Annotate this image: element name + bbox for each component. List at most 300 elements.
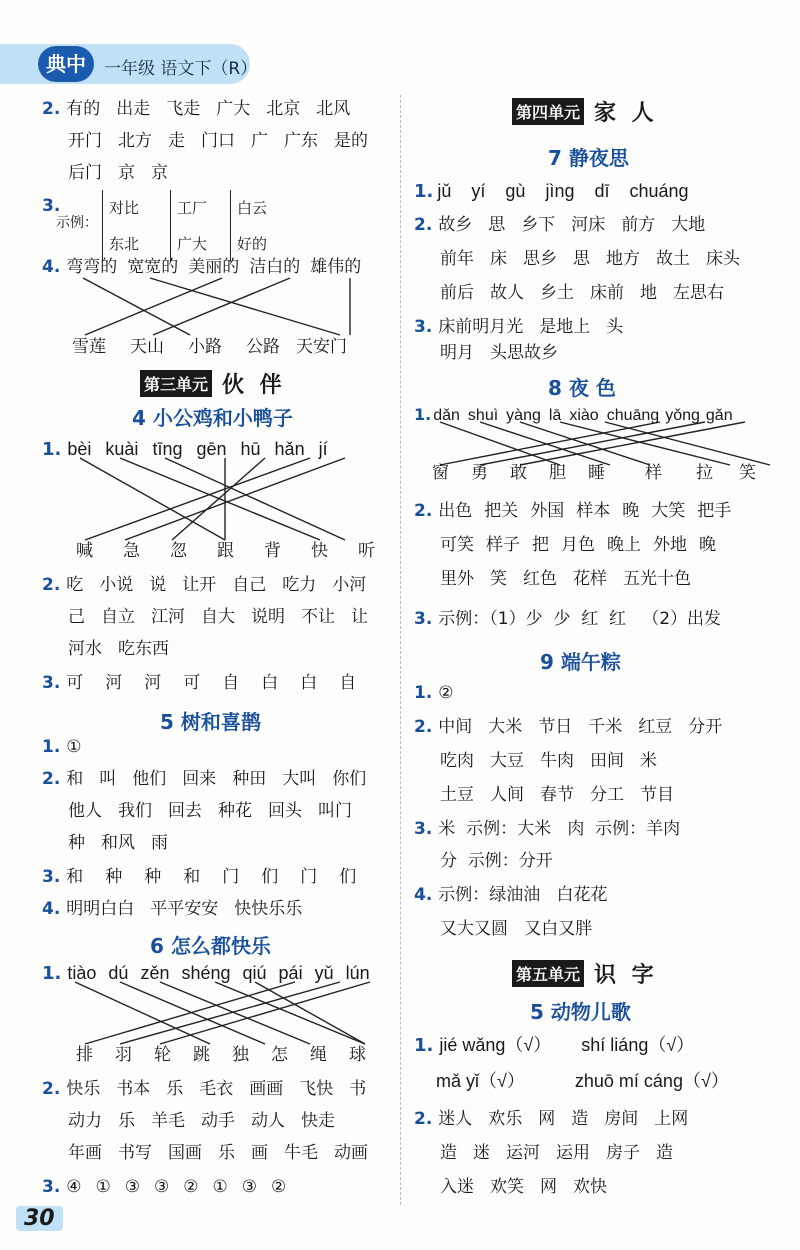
- hanzi: 敢: [510, 463, 527, 483]
- l8-q3-row: [414, 608, 737, 630]
- match-line: [215, 982, 365, 1044]
- question-number: 1.: [414, 181, 434, 202]
- pinyin: hǎn: [274, 439, 305, 459]
- answer-item: 后门: [68, 163, 102, 183]
- hanzi: 拉: [696, 463, 713, 483]
- answer-item: jié wǎng（√）: [439, 1035, 552, 1055]
- hanzi: 跳: [193, 1045, 210, 1065]
- answer-item: 自: [222, 673, 240, 693]
- pinyin: shuì: [467, 407, 499, 424]
- q2-row: [42, 98, 366, 120]
- unit-title: 家 人: [594, 101, 658, 126]
- answer-item: 回来: [182, 769, 217, 789]
- answer-item: 造: [571, 1109, 589, 1129]
- answer-item: 种: [68, 833, 85, 853]
- answer-item: 前后: [440, 283, 474, 303]
- answer-item: 乐: [166, 1079, 184, 1099]
- match-line: [85, 458, 310, 540]
- bracket-item: 广大: [177, 235, 208, 253]
- answer-item: 自: [339, 673, 357, 693]
- question-number: 2.: [414, 717, 433, 737]
- answer-item: 叫: [99, 769, 117, 789]
- answer-item: 书写: [118, 1143, 152, 1163]
- answer-item: 吃肉: [440, 751, 474, 771]
- lesson-title: 7 静夜思: [548, 146, 629, 170]
- l9-q3-row: [414, 818, 696, 840]
- answer-item: 快走: [301, 1111, 335, 1131]
- answer-item: 晚: [699, 535, 716, 555]
- answer-item: 田间: [590, 751, 624, 771]
- l9-q1-row: [414, 682, 470, 704]
- answer-item: 他们: [132, 769, 167, 789]
- answer-item: 种: [144, 867, 162, 887]
- answer-item: 羊毛: [151, 1111, 185, 1131]
- answer-item: 可笑: [440, 535, 474, 555]
- answer-item: 笑: [490, 569, 507, 589]
- answer-item: 把关: [484, 501, 519, 521]
- answer-item: 明明白白: [66, 899, 135, 919]
- answer-item: 乐: [118, 1111, 135, 1131]
- question-number: 2.: [42, 769, 61, 789]
- match-line: [160, 982, 310, 1044]
- hanzi: 勇: [471, 463, 488, 483]
- answer-item: 门: [222, 867, 240, 887]
- lesson-title: 5 动物儿歌: [530, 1000, 631, 1024]
- q2-row: [68, 162, 184, 184]
- match-word: 美丽的: [188, 257, 240, 277]
- answer-item: 我们: [118, 801, 152, 821]
- l7-q3-row: [414, 316, 639, 338]
- answer-item: 明月: [440, 343, 474, 363]
- answer-item: 让: [351, 607, 368, 627]
- pinyin-row: [42, 962, 386, 985]
- pinyin: yǒng: [665, 407, 700, 424]
- question-number: 3.: [42, 1177, 61, 1197]
- answer-item: 床前: [590, 283, 624, 303]
- answer-item: 门: [300, 867, 318, 887]
- match-line: [153, 278, 290, 335]
- answer-item: shí liáng（√）: [581, 1035, 695, 1055]
- l9-q4-row: [414, 884, 624, 906]
- answer-item: 地: [640, 283, 657, 303]
- answer-item: 分开: [688, 717, 723, 737]
- answer-item: 快快乐乐: [234, 899, 303, 919]
- question-number: 3.: [414, 609, 433, 629]
- answer-item: 飞快: [299, 1079, 334, 1099]
- answer-item: mǎ yǐ（√）: [436, 1071, 525, 1091]
- match-word: 公路: [246, 337, 280, 357]
- answer-item: 种花: [218, 801, 252, 821]
- l8-q2-row: [440, 568, 707, 590]
- lesson-title: 5 树和喜鹊: [160, 710, 261, 734]
- answer-text: 又大又圆 又白又胖: [440, 919, 593, 939]
- pinyin: jìng: [545, 181, 575, 201]
- page-number: 30: [16, 1206, 63, 1231]
- answer-item: 广东: [284, 131, 318, 151]
- answer-item: 故土: [656, 249, 690, 269]
- answer-item: 大笑: [651, 501, 686, 521]
- answer-item: 红豆: [638, 717, 673, 737]
- answer-item: 北风: [316, 99, 351, 119]
- answer-item: 地方: [606, 249, 640, 269]
- l5-q2-row: [42, 768, 382, 790]
- answer-item: 把手: [697, 501, 732, 521]
- bracket-item: 好的: [237, 235, 268, 253]
- question-number: 1.: [42, 737, 61, 757]
- l7-q2-row: [440, 282, 740, 304]
- hanzi: 快: [311, 541, 328, 561]
- answer-item: 故人: [490, 283, 524, 303]
- l9-q3-row: [440, 850, 569, 872]
- answer-item: 牛毛: [284, 1143, 318, 1163]
- answer-item: 造: [656, 1143, 673, 1163]
- pinyin: gēn: [196, 439, 227, 459]
- pinyin: tīng: [152, 439, 183, 459]
- answer-item: 思: [488, 215, 506, 235]
- answer-item: 大叫: [282, 769, 317, 789]
- answer-item: 江河: [151, 607, 185, 627]
- answer-item: 欢笑: [490, 1177, 524, 1197]
- answer-item: 种田: [232, 769, 267, 789]
- answer-item: 是地上: [539, 317, 591, 337]
- answer-item: 外国: [530, 501, 565, 521]
- match-line: [80, 458, 225, 540]
- q4-bottom-row: [72, 336, 363, 358]
- question-number: 2.: [42, 575, 61, 595]
- answer-item: 白: [300, 673, 318, 693]
- unit-heading: [512, 958, 658, 989]
- hanzi: 听: [358, 541, 375, 561]
- pinyin: dī: [594, 181, 610, 201]
- pinyin: dǎn: [433, 407, 460, 424]
- answer-item: 年画: [68, 1143, 102, 1163]
- answer-item: 叫门: [318, 801, 352, 821]
- answer-item: ②: [271, 1177, 287, 1197]
- hanzi-row: [432, 462, 772, 484]
- answer-item: 思乡: [523, 249, 557, 269]
- logo: 典中: [38, 46, 94, 82]
- answer-item: 节目: [640, 785, 674, 805]
- answer-item: 说明: [251, 607, 285, 627]
- bracket-group: [170, 190, 207, 262]
- match-word: 小路: [188, 337, 222, 357]
- bracket-item: 工厂: [177, 199, 208, 217]
- l4-q2-row: [68, 606, 384, 628]
- answer-item: 乡土: [540, 283, 574, 303]
- l7-q2-row: [414, 214, 721, 236]
- answer-item: 和: [183, 867, 201, 887]
- pinyin-row: [42, 438, 344, 461]
- answer-item: 自大: [201, 607, 235, 627]
- answer-item: 出色: [438, 501, 473, 521]
- answer-item: 晚上: [607, 535, 641, 555]
- answer-item: 样本: [576, 501, 611, 521]
- answer-item: 走: [168, 131, 185, 151]
- unit-heading: [512, 96, 658, 127]
- question-number: 2.: [42, 1079, 61, 1099]
- hanzi: 绳: [310, 1045, 327, 1065]
- answer-item: ④: [66, 1177, 82, 1197]
- l7-q3-row: [440, 342, 574, 364]
- question-number: 3.: [414, 819, 433, 839]
- bracket-item: 白云: [237, 199, 268, 217]
- question-number: 1.: [414, 1035, 434, 1056]
- answer-item: 花样: [573, 569, 607, 589]
- answer-item: 上网: [654, 1109, 689, 1129]
- l6-q3-row: [42, 1176, 302, 1198]
- l9-q2-row: [440, 750, 673, 772]
- answer-item: 头思故乡: [490, 343, 558, 363]
- answer-item: 书: [349, 1079, 367, 1099]
- l9-q2-row: [440, 784, 690, 806]
- match-line: [120, 982, 340, 1044]
- answer-item: 开门: [68, 131, 102, 151]
- unit-box: 第三单元: [140, 370, 212, 397]
- pinyin: xiào: [569, 407, 599, 424]
- answer-item: 思: [573, 249, 590, 269]
- answer-item: 画: [251, 1143, 268, 1163]
- answer-item: 可: [183, 673, 201, 693]
- answer-item: 己: [68, 607, 85, 627]
- pinyin: jǔ: [437, 181, 452, 201]
- answer-item: 运用: [556, 1143, 590, 1163]
- answer-item: 大地: [671, 215, 706, 235]
- answer-item: 雨: [151, 833, 168, 853]
- l9-q2-row: [414, 716, 738, 738]
- answer-item: 河: [105, 673, 123, 693]
- match-line: [150, 278, 340, 335]
- answer-item: 床: [490, 249, 507, 269]
- match-word: 雄伟的: [310, 257, 362, 277]
- answer-item: 小河: [332, 575, 367, 595]
- hanzi: 跟: [217, 541, 234, 561]
- answer-item: 牛肉: [540, 751, 574, 771]
- answer-item: 们: [339, 867, 357, 887]
- l4-q3-row: [42, 672, 372, 694]
- answer-item: 乐: [218, 1143, 235, 1163]
- hanzi: 睡: [588, 463, 605, 483]
- answer-item: 飞走: [166, 99, 201, 119]
- pinyin: pái: [278, 963, 303, 983]
- answer-item: 是的: [334, 131, 368, 151]
- question-number: 4.: [414, 885, 433, 905]
- answer-item: 有的: [66, 99, 101, 119]
- answer-item: 回去: [168, 801, 202, 821]
- question-number: 2.: [414, 1109, 433, 1129]
- question-number: 3.: [42, 867, 61, 887]
- l5b-q2-row: [414, 1108, 704, 1130]
- answer-item: 吃东西: [118, 639, 169, 659]
- l5-q4-row: [42, 898, 318, 920]
- pinyin: chuāng: [606, 407, 660, 424]
- unit-box: 第五单元: [512, 960, 584, 987]
- answer-item: 广大: [216, 99, 251, 119]
- answer-item: 和风: [101, 833, 135, 853]
- bracket-item: 东北: [109, 235, 140, 253]
- match-word: 宽宽的: [127, 257, 179, 277]
- answer-item: 毛衣: [199, 1079, 234, 1099]
- pinyin: chuáng: [629, 181, 689, 201]
- answer-item: 晚: [622, 501, 640, 521]
- l8-q2-row: [440, 534, 732, 556]
- answer-item: 人间: [490, 785, 524, 805]
- question-number: 2.: [414, 501, 433, 521]
- pinyin: yí: [471, 181, 486, 201]
- answer-item: 月色: [561, 535, 595, 555]
- lesson-title: 8 夜 色: [548, 376, 616, 400]
- answer-item: 土豆: [440, 785, 474, 805]
- l5-q2-row: [68, 832, 184, 854]
- match-word: 天安门: [296, 337, 347, 357]
- answer-item: 北京: [266, 99, 301, 119]
- answer-item: 回头: [268, 801, 302, 821]
- question-number: 4.: [42, 899, 61, 919]
- answer-item: 运河: [506, 1143, 540, 1163]
- answer-item: 里外: [440, 569, 474, 589]
- answer-item: zhuō mí cáng（√）: [574, 1071, 729, 1091]
- hanzi: 忽: [170, 541, 187, 561]
- bracket-item: 对比: [109, 199, 140, 217]
- answer-item: 红色: [523, 569, 557, 589]
- hanzi: 胆: [549, 463, 566, 483]
- answer-item: 入迷: [440, 1177, 474, 1197]
- subject-label: 一年级 语文下（R）: [104, 59, 258, 79]
- l6-q2-row: [68, 1110, 351, 1132]
- pinyin: jí: [318, 439, 328, 459]
- pinyin: lún: [345, 963, 370, 983]
- answer-item: 五光十色: [623, 569, 691, 589]
- answer-item: 房间: [604, 1109, 639, 1129]
- question-number: 1.: [414, 683, 433, 703]
- answer-item: 种: [105, 867, 123, 887]
- example-label: 示例：: [56, 215, 98, 231]
- pinyin: yǔ: [314, 963, 334, 983]
- l9-q4-row: [440, 918, 608, 940]
- answer-item: 欢快: [573, 1177, 607, 1197]
- question-number: 2.: [42, 99, 61, 119]
- l4-q2-row: [68, 638, 185, 660]
- unit-title: 伙 伴: [222, 373, 286, 398]
- answer-item: 床前明月光: [438, 317, 524, 337]
- hanzi: 背: [264, 541, 281, 561]
- l6-q2-row: [68, 1142, 384, 1164]
- answer-item: 房子: [606, 1143, 640, 1163]
- hanzi: 羽: [115, 1045, 132, 1065]
- answer-item: 前年: [440, 249, 474, 269]
- l5b-q1-row: [436, 1070, 745, 1092]
- pinyin: gǎn: [705, 407, 733, 424]
- pinyin: gù: [505, 181, 526, 201]
- pinyin: tiào: [67, 963, 97, 983]
- answer-item: 北方: [118, 131, 152, 151]
- answer-item: 动画: [334, 1143, 368, 1163]
- hanzi: 急: [123, 541, 140, 561]
- answer-item: 前方: [621, 215, 656, 235]
- answer-item: 广: [251, 131, 268, 151]
- pinyin: lā: [548, 407, 562, 424]
- hanzi: 怎: [271, 1045, 288, 1065]
- bracket-group: [230, 190, 267, 262]
- answer-item: ②: [438, 683, 454, 703]
- match-word: 雪莲: [72, 337, 106, 357]
- answer-item: 头: [606, 317, 624, 337]
- answer-item: 米: [640, 751, 657, 771]
- answer-text: 示例：（1）少 少 红 红 （2）出发: [438, 609, 722, 629]
- question-number: 3.: [42, 196, 61, 216]
- answer-item: ③: [154, 1177, 170, 1197]
- answer-item: 动力: [68, 1111, 102, 1131]
- q4-top-row: [42, 256, 377, 278]
- hanzi: 喊: [76, 541, 93, 561]
- question-number: 1.: [42, 439, 62, 460]
- pinyin: hū: [240, 439, 261, 459]
- hanzi-row: [76, 540, 391, 562]
- answer-item: 左思右: [673, 283, 724, 303]
- hanzi: 独: [232, 1045, 249, 1065]
- answer-item: 欢乐: [488, 1109, 523, 1129]
- question-number: 3.: [414, 317, 433, 337]
- hanzi: 轮: [154, 1045, 171, 1065]
- answer-item: 外地: [653, 535, 687, 555]
- answer-item: 河: [144, 673, 162, 693]
- l4-q2-row: [42, 574, 382, 596]
- answer-item: 自立: [101, 607, 135, 627]
- answer-item: 迷人: [438, 1109, 473, 1129]
- answer-item: 自己: [232, 575, 267, 595]
- answer-item: 河水: [68, 639, 102, 659]
- answer-item: 京: [118, 163, 135, 183]
- answer-item: 乡下: [521, 215, 556, 235]
- match-line: [165, 458, 345, 540]
- answer-item: ③: [241, 1177, 258, 1197]
- hanzi: 球: [349, 1045, 366, 1065]
- answer-item: ①: [212, 1177, 228, 1197]
- match-line: [255, 982, 365, 1044]
- answer-item: 分工: [590, 785, 624, 805]
- pinyin-row: [414, 180, 705, 203]
- l7-q2-row: [440, 248, 756, 270]
- answer-item: 说: [149, 575, 167, 595]
- answer-item: 迷: [473, 1143, 490, 1163]
- lesson-title: 6 怎么都快乐: [150, 934, 271, 958]
- unit-box: 第四单元: [512, 98, 584, 125]
- answer-item: 网: [540, 1177, 557, 1197]
- answer-item: 河床: [571, 215, 606, 235]
- pinyin-row: [414, 404, 749, 427]
- l5-q1-row: [42, 736, 98, 758]
- answer-item: 动人: [251, 1111, 285, 1131]
- l5b-q1-row: [414, 1034, 710, 1057]
- hanzi: 样: [645, 463, 662, 483]
- match-word: 天山: [130, 337, 164, 357]
- pinyin: kuài: [105, 439, 139, 459]
- answer-item: ②: [183, 1177, 199, 1197]
- answer-item: 书本: [116, 1079, 151, 1099]
- match-word: 弯弯的: [66, 257, 118, 277]
- hanzi: 窗: [432, 463, 449, 483]
- match-line: [125, 458, 345, 540]
- pinyin: qiú: [242, 963, 267, 983]
- answer-item: 国画: [168, 1143, 202, 1163]
- match-word: 洁白的: [249, 257, 301, 277]
- answer-item: 可: [66, 673, 84, 693]
- lesson-title: 9 端午粽: [540, 650, 621, 674]
- l5b-q2-row: [440, 1176, 623, 1198]
- answer-text: 示例：绿油油 白花花: [438, 885, 608, 905]
- question-number: 4.: [42, 257, 61, 277]
- answer-item: 床头: [706, 249, 740, 269]
- answer-item: 们: [261, 867, 279, 887]
